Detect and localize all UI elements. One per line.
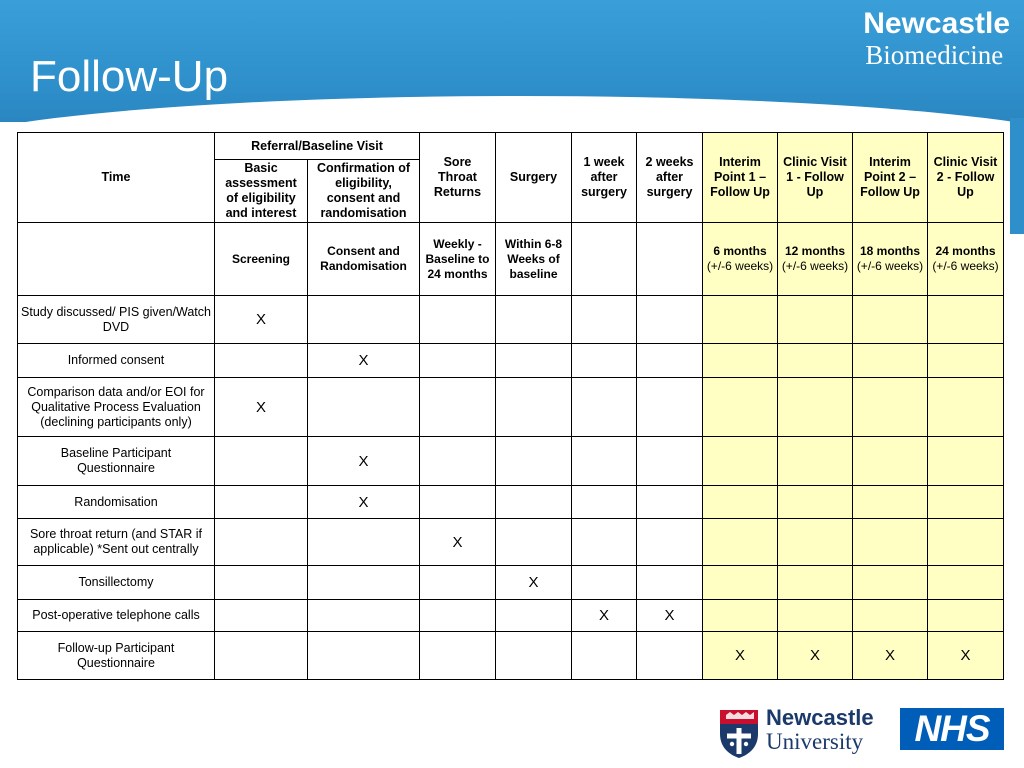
schedule-cell bbox=[572, 566, 637, 600]
subheader-window: (+/-6 weeks) bbox=[706, 259, 774, 273]
schedule-cell bbox=[215, 344, 308, 378]
time-subheader-blank bbox=[18, 223, 215, 296]
schedule-cell: X bbox=[308, 437, 420, 486]
schedule-cell bbox=[637, 344, 703, 378]
schedule-cell bbox=[853, 566, 928, 600]
row-label: Informed consent bbox=[18, 344, 215, 378]
table-row bbox=[18, 437, 1004, 486]
schedule-cell bbox=[420, 437, 496, 486]
schedule-cell bbox=[215, 632, 308, 680]
slide-title: Follow-Up bbox=[30, 52, 229, 101]
schedule-cell bbox=[853, 519, 928, 566]
row-label: Follow-up Participant Questionnaire bbox=[18, 632, 215, 680]
table-row bbox=[18, 600, 1004, 632]
schedule-cell bbox=[928, 519, 1004, 566]
nhs-logo: NHS bbox=[900, 708, 1004, 750]
subheader-period: 18 months bbox=[859, 244, 920, 258]
schedule-cell bbox=[703, 600, 778, 632]
column-header: Clinic Visit 2 - Follow Up bbox=[928, 133, 1004, 223]
schedule-cell: X bbox=[703, 632, 778, 680]
schedule-cell bbox=[637, 632, 703, 680]
schedule-cell bbox=[778, 486, 853, 519]
column-subheader: Weekly - Baseline to 24 months bbox=[420, 223, 496, 296]
schedule-cell bbox=[308, 600, 420, 632]
schedule-cell bbox=[420, 378, 496, 437]
subheader-period: 12 months bbox=[784, 244, 845, 258]
schedule-cell bbox=[637, 296, 703, 344]
schedule-cell bbox=[928, 378, 1004, 437]
subheader-window: (+/-6 weeks) bbox=[856, 259, 924, 273]
schedule-cell bbox=[308, 566, 420, 600]
row-label: Sore throat return (and STAR if applicable) *Sent out centrally bbox=[18, 519, 215, 566]
schedule-cell bbox=[928, 600, 1004, 632]
schedule-cell: X bbox=[420, 519, 496, 566]
brand-line2: Biomedicine bbox=[865, 40, 1004, 70]
university-shield-icon bbox=[718, 708, 760, 760]
schedule-cell: X bbox=[215, 296, 308, 344]
schedule-cell bbox=[778, 344, 853, 378]
schedule-cell bbox=[572, 344, 637, 378]
row-label: Tonsillectomy bbox=[18, 566, 215, 600]
column-header: Interim Point 1 – Follow Up bbox=[703, 133, 778, 223]
referral-baseline-group-header: Referral/Baseline Visit bbox=[215, 133, 420, 160]
row-label: Baseline Participant Questionnaire bbox=[18, 437, 215, 486]
column-header: Surgery bbox=[496, 133, 572, 223]
row-label: Randomisation bbox=[18, 486, 215, 519]
schedule-cell bbox=[853, 486, 928, 519]
schedule-cell: X bbox=[308, 486, 420, 519]
schedule-cell bbox=[928, 566, 1004, 600]
column-subheader bbox=[853, 223, 928, 296]
schedule-cell bbox=[928, 344, 1004, 378]
schedule-cell bbox=[703, 437, 778, 486]
schedule-cell bbox=[778, 566, 853, 600]
schedule-cell bbox=[496, 437, 572, 486]
schedule-cell bbox=[928, 437, 1004, 486]
schedule-cell bbox=[215, 566, 308, 600]
table-row bbox=[18, 632, 1004, 680]
schedule-cell bbox=[703, 344, 778, 378]
schedule-cell bbox=[853, 296, 928, 344]
schedule-cell bbox=[853, 378, 928, 437]
university-line2: University bbox=[766, 729, 864, 754]
column-subheader bbox=[928, 223, 1004, 296]
column-header: Sore Throat Returns bbox=[420, 133, 496, 223]
table-row bbox=[18, 378, 1004, 437]
schedule-cell bbox=[778, 296, 853, 344]
brand-line1: Newcastle bbox=[863, 7, 1010, 40]
subheader-window: (+/-6 weeks) bbox=[932, 259, 999, 273]
table-row bbox=[18, 486, 1004, 519]
schedule-cell: X bbox=[215, 378, 308, 437]
time-header: Time bbox=[18, 133, 215, 223]
table-row bbox=[18, 296, 1004, 344]
column-subheader bbox=[778, 223, 853, 296]
schedule-cell bbox=[703, 296, 778, 344]
schedule-cell bbox=[420, 486, 496, 519]
schedule-cell bbox=[928, 486, 1004, 519]
table-row bbox=[18, 519, 1004, 566]
schedule-cell: X bbox=[496, 566, 572, 600]
schedule-body bbox=[18, 296, 1004, 680]
slide-header bbox=[0, 0, 1024, 122]
schedule-cell bbox=[420, 296, 496, 344]
schedule-cell bbox=[637, 519, 703, 566]
schedule-cell bbox=[496, 296, 572, 344]
decorative-side-tab bbox=[1010, 118, 1024, 234]
schedule-cell bbox=[853, 344, 928, 378]
column-header: Confirmation of eligibility, consent and randomisation bbox=[308, 160, 420, 223]
column-header: Interim Point 2 – Follow Up bbox=[853, 133, 928, 223]
schedule-cell bbox=[703, 519, 778, 566]
schedule-cell bbox=[703, 486, 778, 519]
university-line1: Newcastle bbox=[766, 705, 874, 730]
schedule-cell bbox=[778, 600, 853, 632]
schedule-cell bbox=[572, 632, 637, 680]
column-subheader bbox=[637, 223, 703, 296]
schedule-cell bbox=[853, 437, 928, 486]
schedule-cell bbox=[496, 344, 572, 378]
schedule-cell bbox=[637, 378, 703, 437]
schedule-cell bbox=[637, 566, 703, 600]
newcastle-university-logo bbox=[718, 706, 886, 760]
column-header: 2 weeks after surgery bbox=[637, 133, 703, 223]
schedule-cell bbox=[778, 519, 853, 566]
schedule-cell bbox=[778, 437, 853, 486]
schedule-cell bbox=[572, 296, 637, 344]
schedule-cell bbox=[215, 486, 308, 519]
schedule-cell bbox=[496, 632, 572, 680]
schedule-cell bbox=[215, 437, 308, 486]
column-header: Basic assessment of eligibility and interest bbox=[215, 160, 308, 223]
column-header: Clinic Visit 1 - Follow Up bbox=[778, 133, 853, 223]
schedule-cell bbox=[572, 437, 637, 486]
column-subheader: Consent and Randomisation bbox=[308, 223, 420, 296]
subheader-window: (+/-6 weeks) bbox=[781, 259, 849, 273]
subheader-period: 24 months bbox=[935, 244, 996, 258]
schedule-cell bbox=[572, 378, 637, 437]
schedule-cell: X bbox=[928, 632, 1004, 680]
schedule-cell bbox=[703, 566, 778, 600]
column-header: 1 week after surgery bbox=[572, 133, 637, 223]
schedule-cell bbox=[496, 486, 572, 519]
schedule-cell bbox=[215, 600, 308, 632]
schedule-cell bbox=[496, 378, 572, 437]
table-row bbox=[18, 344, 1004, 378]
schedule-cell bbox=[420, 632, 496, 680]
schedule-cell bbox=[703, 378, 778, 437]
schedule-cell bbox=[637, 437, 703, 486]
table-row bbox=[18, 566, 1004, 600]
row-label: Comparison data and/or EOI for Qualitative Process Evaluation (declining participants only) bbox=[18, 378, 215, 437]
schedule-cell bbox=[308, 378, 420, 437]
schedule-cell bbox=[778, 378, 853, 437]
schedule-cell: X bbox=[572, 600, 637, 632]
schedule-cell bbox=[637, 486, 703, 519]
schedule-cell bbox=[496, 600, 572, 632]
schedule-cell: X bbox=[778, 632, 853, 680]
column-subheader: Screening bbox=[215, 223, 308, 296]
schedule-cell bbox=[420, 600, 496, 632]
subheader-period: 6 months bbox=[713, 244, 767, 258]
schedule-cell bbox=[928, 296, 1004, 344]
column-subheader bbox=[703, 223, 778, 296]
schedule-cell: X bbox=[308, 344, 420, 378]
schedule-cell bbox=[308, 632, 420, 680]
follow-up-schedule-table bbox=[17, 132, 1004, 680]
schedule-cell: X bbox=[853, 632, 928, 680]
row-label: Post-operative telephone calls bbox=[18, 600, 215, 632]
university-wordmark bbox=[766, 706, 874, 754]
row-label: Study discussed/ PIS given/Watch DVD bbox=[18, 296, 215, 344]
schedule-cell: X bbox=[637, 600, 703, 632]
schedule-cell bbox=[572, 519, 637, 566]
schedule-cell bbox=[496, 519, 572, 566]
column-subheader: Within 6-8 Weeks of baseline bbox=[496, 223, 572, 296]
column-subheader bbox=[572, 223, 637, 296]
schedule-cell bbox=[308, 519, 420, 566]
schedule-cell bbox=[420, 344, 496, 378]
schedule-cell bbox=[572, 486, 637, 519]
schedule-cell bbox=[853, 600, 928, 632]
schedule-cell bbox=[308, 296, 420, 344]
schedule-cell bbox=[215, 519, 308, 566]
newcastle-biomedicine-logo bbox=[863, 8, 1010, 70]
schedule-cell bbox=[420, 566, 496, 600]
